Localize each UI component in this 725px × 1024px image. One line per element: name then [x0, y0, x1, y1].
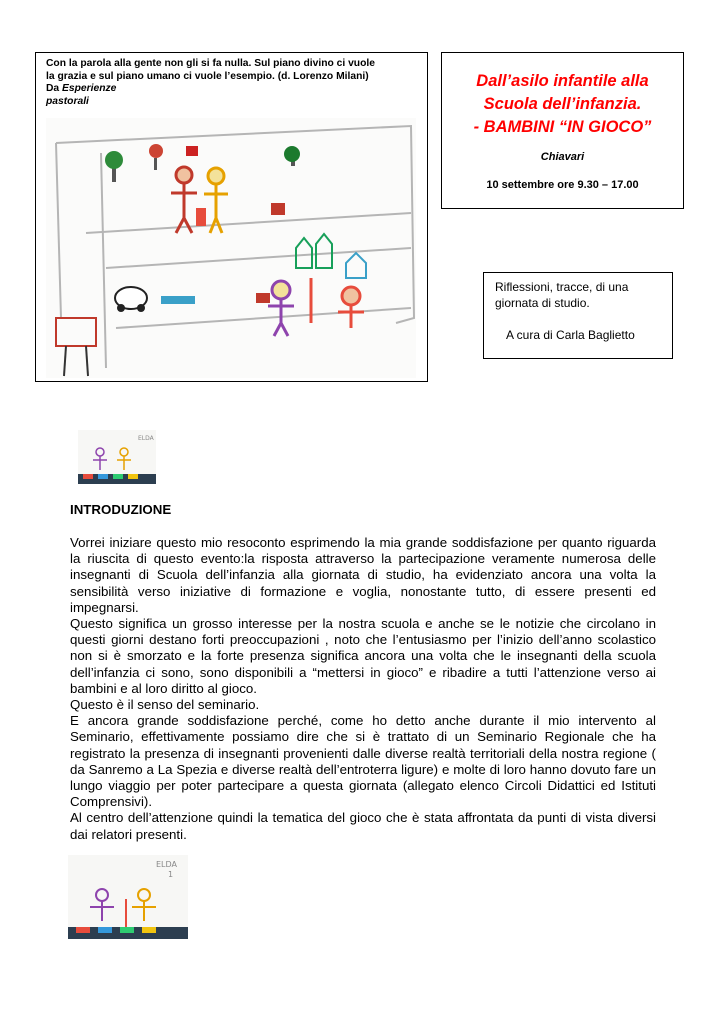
thumbnail-drawing-2 [68, 855, 188, 939]
thumbnail-2-digit: 1 [168, 870, 174, 879]
intro-body [70, 535, 656, 843]
quote-source-prefix: Da [46, 83, 63, 95]
thumbnail-drawing-1 [78, 430, 156, 484]
event-title-line-3: - BAMBINI “IN GIOCO” [473, 118, 652, 136]
note-author: A cura di Carla Baglietto [506, 328, 635, 342]
intro-paragraph-4: E ancora grande soddisfazione perché, come ho detto anche durante il mio intervento al Seminario, effettivamente possiamo dire che si è trattato di un Seminario Regionale che ha registrato la presenza di insegnanti provenienti dalle diverse realtà territoriali della nostra regione ( da Sanremo a La Spezia e diverse realtà dell’entroterra ligure) e molte di loro hanno dovuto fare un lungo viaggio per poter partecipare a questa giornata (allegato elenco Circoli Didattici ed Istituti Comprensivi). [70, 713, 656, 810]
quote-line-2: la grazia e sul piano umano ci vuole l’esempio. (d. Lorenzo Milani) [46, 70, 369, 82]
quote-line-1: Con la parola alla gente non gli si fa nulla. Sul piano divino ci vuole [46, 58, 375, 69]
event-title-line-2: Scuola dell’infanzia. [483, 95, 642, 113]
event-date: 10 settembre ore 9.30 – 17.00 [486, 179, 639, 191]
quote-source-line [46, 83, 422, 96]
note-line-2: giornata di studio. [495, 296, 590, 310]
section-heading: INTRODUZIONE [70, 502, 172, 517]
quote-source-title-2: pastorali [46, 95, 89, 107]
quote-source-title-1: Esperienze [62, 83, 117, 95]
thumbnail-2-label: ELDA [156, 860, 178, 869]
thumbnail-1-label: ELDA [138, 435, 154, 442]
intro-paragraph-3: Questo è il senso del seminario. [70, 697, 260, 713]
note-line-1: Riflessioni, tracce, di una [495, 280, 629, 294]
author-note-box [483, 272, 673, 359]
event-title-line-1: Dall’asilo infantile alla [476, 72, 649, 90]
event-title-box [441, 52, 684, 209]
event-place: Chiavari [540, 151, 585, 163]
children-drawing [46, 118, 416, 378]
intro-paragraph-1: Vorrei iniziare questo mio resoconto esprimendo la mia grande soddisfazione per quanto riguarda la riuscita di questo evento:la risposta attraverso la partecipazione veramente numerosa delle insegnanti di Scuola dell’infanzia alla giornata di studio, ha evidenziato ancora una volta la sensibilità verso iniziative di formazione e voglia, nonostante tutto, di essere presenti ed impegnarsi. [70, 535, 656, 615]
intro-paragraph-5: Al centro dell’attenzione quindi la tematica del gioco che è stata affrontata da punti di vista diversi dai relatori presenti. [70, 810, 656, 842]
quote-box [35, 52, 428, 382]
quote-text [46, 58, 422, 108]
intro-paragraph-2: Questo significa un grosso interesse per la nostra scuola e anche se le notizie che circolano in questi giorni destano forti preoccupazioni , noto che l’entusiasmo per l’inizio dell’anno scolastico non si è smorzato e la forte presenza significa ancora una volta che le insegnanti della scuola dell’infanzia ci sono, sono disponibili a “mettersi in gioco” e ribadire a tutti l’attenzione verso ai bambini e al loro diritto al gioco. [70, 616, 656, 696]
